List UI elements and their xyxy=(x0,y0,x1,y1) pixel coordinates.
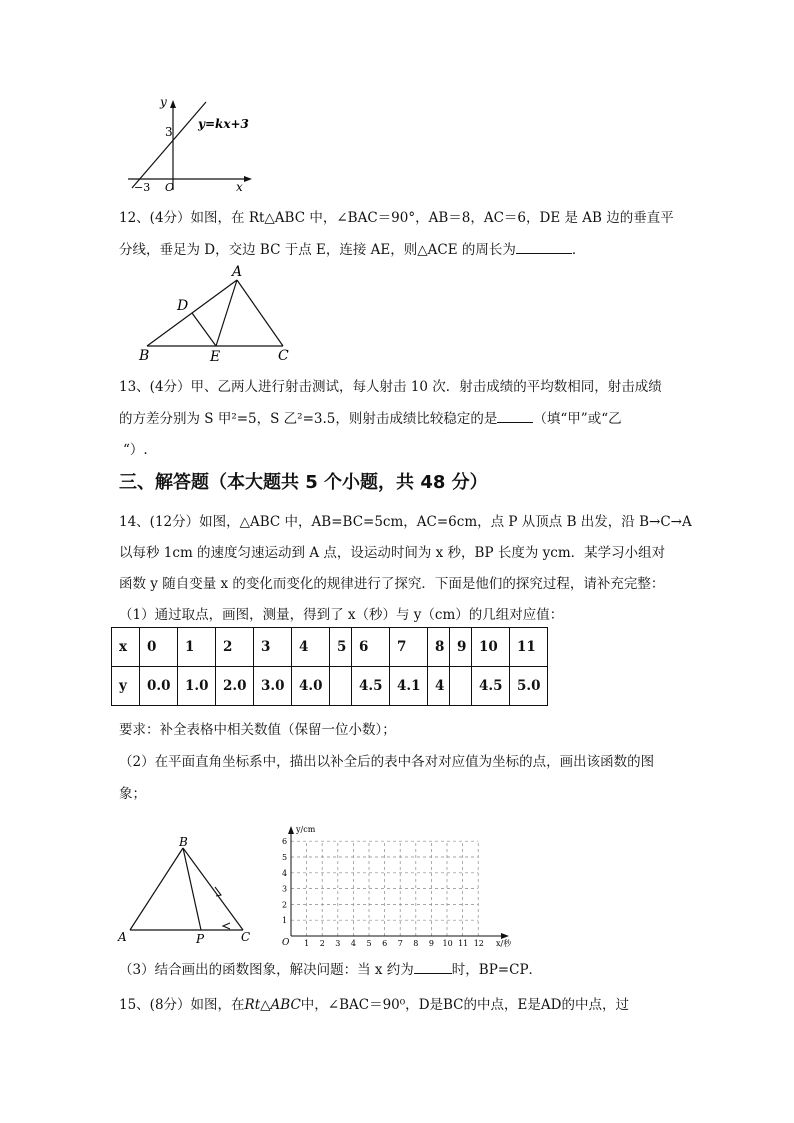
point-e: E xyxy=(210,349,221,365)
vertex-a: A xyxy=(232,264,243,280)
table-cell: 4.5 xyxy=(352,667,390,706)
side-ac xyxy=(237,280,283,346)
y-tick-label: 4 xyxy=(282,868,288,878)
side-ab xyxy=(130,848,183,930)
table-cell: 2 xyxy=(216,628,254,667)
x-tick-label: 12 xyxy=(473,939,484,948)
q12-period: ． xyxy=(571,242,586,258)
x-axis-label: x/秒 xyxy=(496,939,512,948)
graph1-intercept-neg3: −3 xyxy=(134,181,151,194)
q14-part3-end: 时，BP=CP． xyxy=(451,962,543,978)
table-cell: 10 xyxy=(472,628,510,667)
x-tick-label: 8 xyxy=(413,939,419,948)
q15-e-part: E是AD的中点，过 xyxy=(517,997,629,1013)
table-cell: 0.0 xyxy=(140,667,178,706)
table-cell: 4 xyxy=(428,667,450,706)
q14-requirement: 要求：补全表格中相关数值（保留一位小数）； xyxy=(119,722,396,738)
q13-text: 的方差分别为 S 甲²=5，S 乙²=3.5，则射击成绩比较稳定的是 xyxy=(119,411,498,427)
x-tick-label: 5 xyxy=(366,939,372,948)
q13-answer-blank[interactable] xyxy=(497,408,533,423)
q15-line1 xyxy=(119,993,629,1013)
triangle-abc-figure xyxy=(135,262,305,366)
q13-line1: 13、(4分）甲、乙两人进行射击测试，每人射击 10 次．射击成绩的平均数相同，射击成绩 xyxy=(119,379,662,395)
graph1-origin: O xyxy=(165,181,175,194)
vertex-a: A xyxy=(118,930,127,944)
table-cell: 5 xyxy=(330,628,352,667)
table-cell: 1 xyxy=(178,628,216,667)
q12-text: 分线，垂足为 D，交边 BC 于点 E，连接 AE，则△ACE 的周长为 xyxy=(119,242,516,258)
table-cell: 4.5 xyxy=(472,667,510,706)
y-tick-label: 6 xyxy=(282,837,288,847)
graph1-function-line xyxy=(132,102,206,188)
x-tick-label: 9 xyxy=(428,939,434,948)
graph1-y-label: y xyxy=(160,95,167,109)
linear-function-graph xyxy=(120,92,260,196)
q14-part1: （1）通过取点，画图，测量，得到了 x（秒）与 y（cm）的几组对应值： xyxy=(119,607,564,623)
graph1-equation: y=kx+3 xyxy=(198,117,249,131)
table-cell: 3 xyxy=(254,628,292,667)
q14-part3 xyxy=(119,958,542,978)
x-tick-label: 10 xyxy=(442,939,453,948)
y-tick-label: 5 xyxy=(282,853,288,862)
table-cell: 8 xyxy=(428,628,450,667)
point-p: P xyxy=(196,932,205,946)
x-tick-label: 3 xyxy=(335,939,341,948)
q15-text-a: 15、(8分）如图，在 xyxy=(119,997,245,1013)
q15-d-part: D是BC的中点， xyxy=(418,997,518,1013)
q15-rt-abc: Rt△ABC xyxy=(244,997,301,1013)
table-cell: 1.0 xyxy=(178,667,216,706)
table-cell: 3.0 xyxy=(254,667,292,706)
table-cell: 2.0 xyxy=(216,667,254,706)
section-3-title: 三、解答题（本大题共 5 个小题，共 48 分） xyxy=(119,472,488,493)
graph1-intercept-3: 3 xyxy=(165,125,173,139)
vertex-b: B xyxy=(179,835,188,849)
segment-de xyxy=(192,313,216,346)
table-cell-blank[interactable] xyxy=(330,667,352,706)
q12-answer-blank[interactable] xyxy=(516,239,572,254)
table-cell: 4.0 xyxy=(292,667,330,706)
direction-arrow-down xyxy=(215,887,221,896)
q13-line2 xyxy=(119,407,622,427)
table-cell: 7 xyxy=(390,628,428,667)
table-header-x: x xyxy=(112,628,140,667)
x-tick-label: 4 xyxy=(350,939,356,948)
x-tick-label: 2 xyxy=(319,939,325,948)
q14-part3-blank[interactable] xyxy=(414,959,452,974)
table-row-x xyxy=(112,628,548,667)
y-tick-label: 2 xyxy=(282,900,288,910)
table-cell: 11 xyxy=(510,628,548,667)
vertex-c: C xyxy=(278,348,289,364)
moving-point-triangle xyxy=(115,835,260,947)
table-cell: 6 xyxy=(352,628,390,667)
q15-text-b: 中，∠BAC＝90⁰， xyxy=(300,997,419,1013)
table-cell: 4 xyxy=(292,628,330,667)
q14-part2-line1: （2）在平面直角坐标系中，描出以补全后的表中各对对应值为坐标的点，画出该函数的图 xyxy=(119,754,655,770)
vertex-c: C xyxy=(241,930,251,944)
x-tick-label: 7 xyxy=(397,939,403,948)
x-tick-label: 1 xyxy=(304,939,310,948)
y-tick-label: 1 xyxy=(282,916,288,926)
q14-line3: 函数 y 随自变量 x 的变化而变化的规律进行了探究．下面是他们的探究过程，请补充完整： xyxy=(119,576,665,592)
q13-hint: （填“甲”或“乙 xyxy=(533,411,622,427)
table-cell: 9 xyxy=(450,628,472,667)
segment-ae xyxy=(216,280,237,346)
x-tick-label: 11 xyxy=(458,939,469,948)
direction-arrow-left xyxy=(223,923,230,929)
table-cell: 0 xyxy=(140,628,178,667)
y-tick-label: 3 xyxy=(282,884,288,894)
y-axis-label: y/cm xyxy=(296,825,316,834)
q13-line3: “）. xyxy=(123,442,148,458)
table-cell: 5.0 xyxy=(510,667,548,706)
q12-line1: 12、(4分）如图，在 Rt△ABC 中，∠BAC＝90°，AB＝8，AC＝6，DE 是 AB 边的垂直平 xyxy=(119,210,674,226)
origin-label: O xyxy=(282,938,290,948)
x-tick-label: 6 xyxy=(382,939,388,948)
q14-line1: 14、(12分）如图，△ABC 中，AB=BC=5cm，AC=6cm，点 P 从顶点 B 出发，沿 B→C→A xyxy=(119,514,692,530)
point-d: D xyxy=(177,298,189,314)
q14-part3-text: （3）结合画出的函数图象，解决问题：当 x 约为 xyxy=(119,962,414,978)
table-cell: 4.1 xyxy=(390,667,428,706)
graph1-x-label: x xyxy=(236,180,243,194)
table-header-y: y xyxy=(112,667,140,706)
q12-line2 xyxy=(119,238,585,258)
table-cell-blank[interactable] xyxy=(450,667,472,706)
q14-line2: 以每秒 1cm 的速度匀速运动到 A 点，设运动时间为 x 秒，BP 长度为 ycm．某学习小组对 xyxy=(119,545,666,561)
xy-value-table xyxy=(111,627,548,706)
vertex-b: B xyxy=(139,348,150,364)
q14-part2-line2: 象； xyxy=(119,786,146,802)
table-row-y xyxy=(112,667,548,706)
coordinate-grid xyxy=(275,822,520,948)
